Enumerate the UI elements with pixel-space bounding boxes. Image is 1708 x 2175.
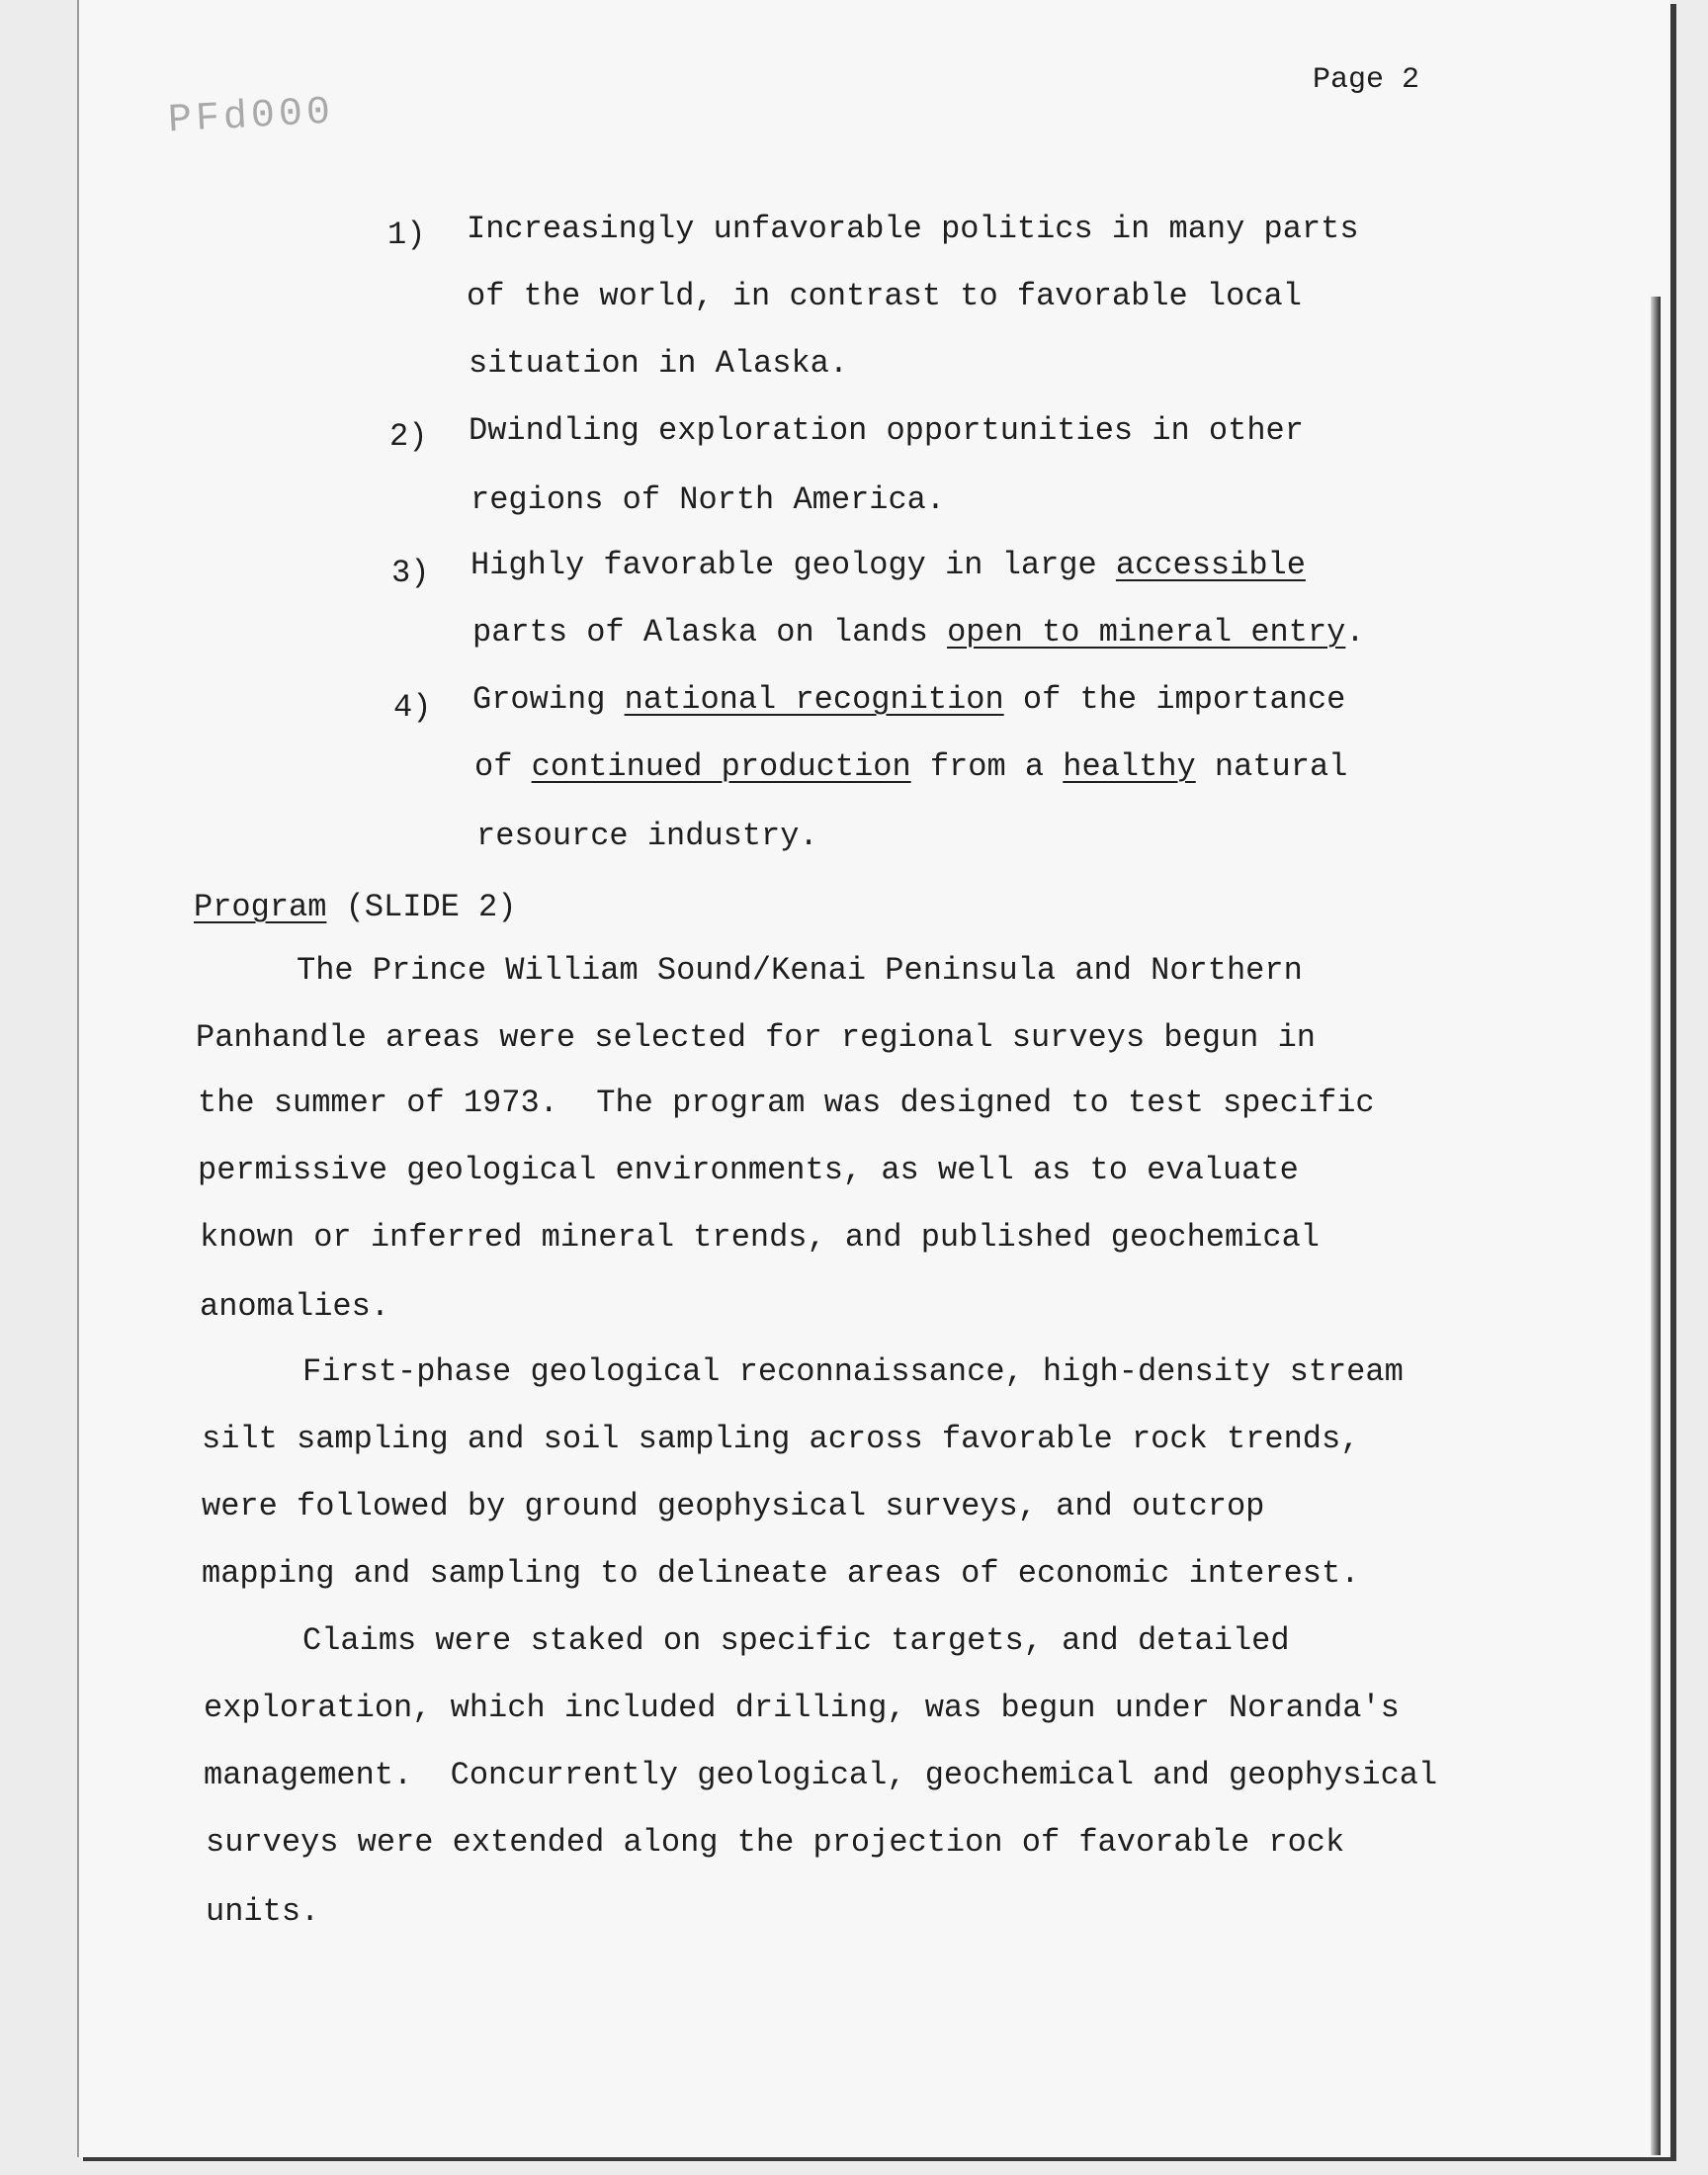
item-line	[474, 748, 1348, 785]
item-text: of the importance	[1003, 681, 1346, 718]
item-text: parts of Alaska on lands	[472, 614, 948, 651]
section-heading-suffix: (SLIDE 2)	[326, 889, 517, 925]
underlined-phrase: open to mineral entry	[947, 614, 1346, 651]
item-text: of	[474, 748, 532, 785]
item-number: 3)	[391, 555, 430, 591]
item-line: regions of North America.	[470, 481, 946, 518]
paragraph-line: permissive geological environments, as well as to evaluate	[198, 1152, 1299, 1188]
underlined-phrase: continued production	[531, 748, 911, 785]
paragraph-line: mapping and sampling to delineate areas of economic interest.	[202, 1555, 1360, 1592]
item-line: Dwindling exploration opportunities in other	[469, 412, 1304, 449]
paragraph-line: the summer of 1973. The program was designed to test specific	[198, 1085, 1375, 1121]
paragraph-line: known or inferred mineral trends, and published geochemical	[200, 1219, 1320, 1256]
paragraph-line: First-phase geological reconnaissance, high-density stream	[302, 1353, 1404, 1390]
item-line: situation in Alaska.	[469, 345, 849, 382]
section-heading	[194, 889, 517, 925]
paragraph-line: Claims were staked on specific targets, and detailed	[302, 1622, 1290, 1659]
item-text: natural	[1195, 748, 1348, 785]
underlined-phrase: accessible	[1115, 547, 1306, 583]
underlined-phrase: national recognition	[624, 681, 1004, 718]
item-line: resource industry.	[476, 818, 818, 854]
item-line: Increasingly unfavorable politics in many parts	[467, 211, 1359, 247]
item-line	[472, 681, 1346, 718]
item-number: 2)	[389, 418, 428, 455]
paragraph-line: Panhandle areas were selected for regional surveys begun in	[196, 1019, 1316, 1056]
paragraph-line: anomalies.	[200, 1288, 390, 1325]
item-text: Growing	[472, 681, 625, 718]
item-line: of the world, in contrast to favorable local	[467, 278, 1302, 314]
paragraph-line: exploration, which included drilling, was begun under Noranda's	[204, 1690, 1400, 1726]
item-text: Highly favorable geology in large	[470, 547, 1116, 583]
item-text: from a	[910, 748, 1064, 785]
item-number: 1)	[387, 217, 426, 253]
item-text: .	[1345, 614, 1365, 651]
underlined-phrase: healthy	[1063, 748, 1196, 785]
page-edge-shadow	[1651, 297, 1661, 2155]
item-line	[472, 614, 1365, 651]
item-line	[470, 547, 1306, 583]
paragraph-line: surveys were extended along the projection of favorable rock	[206, 1824, 1345, 1861]
paragraph-line: management. Concurrently geological, geochemical and geophysical	[204, 1757, 1438, 1793]
page-number: Page 2	[1313, 63, 1420, 97]
paragraph-line: The Prince William Sound/Kenai Peninsula and Northern	[297, 952, 1303, 989]
section-heading-title: Program	[194, 889, 327, 925]
paragraph-line: silt sampling and soil sampling across favorable rock trends,	[202, 1421, 1360, 1457]
item-number: 4)	[393, 689, 432, 726]
paragraph-line: were followed by ground geophysical surveys, and outcrop	[202, 1488, 1265, 1524]
document-stamp: PFd000	[166, 90, 336, 144]
paragraph-line: units.	[206, 1893, 320, 1930]
